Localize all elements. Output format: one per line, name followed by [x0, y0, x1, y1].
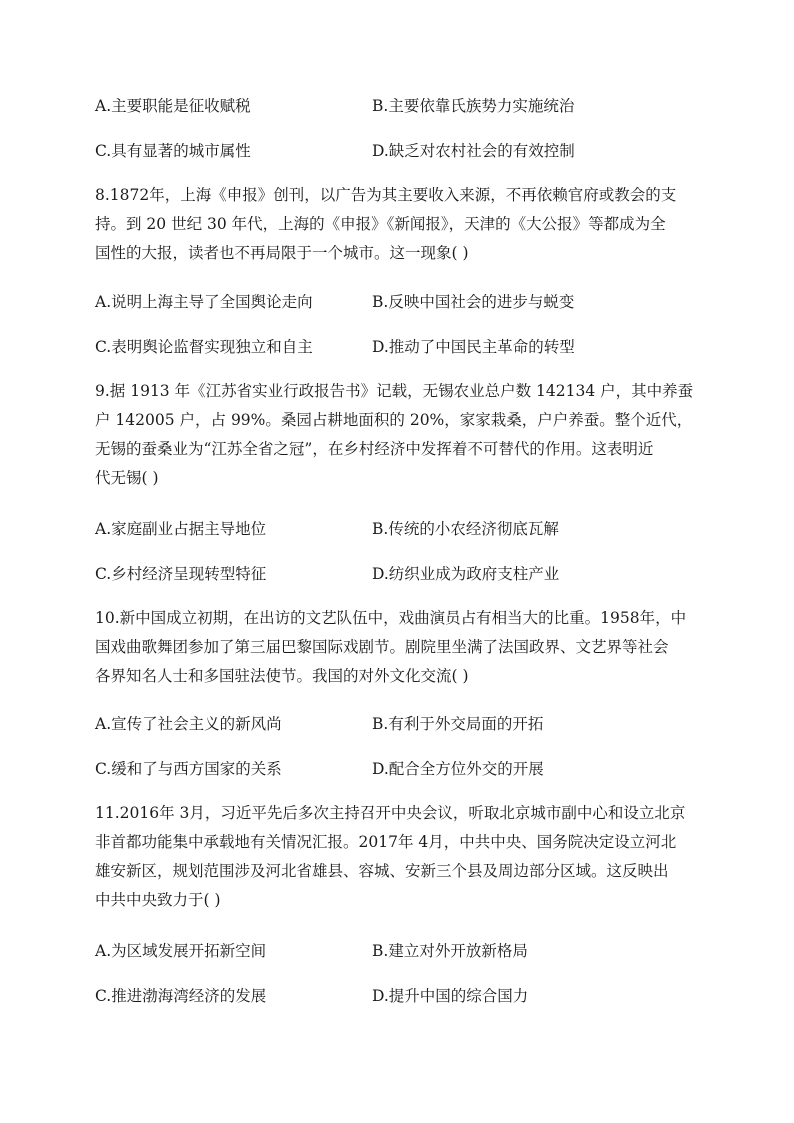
- q10-option-b[interactable]: B.有利于外交局面的开拓: [372, 715, 544, 733]
- q11-options-row-2: [95, 984, 715, 1008]
- q8-stem-line: 8.1872年，上海《申报》创刊，以广告为其主要收入来源，不再依赖官府或教会的支: [95, 186, 677, 204]
- q7-option-b[interactable]: B.主要依靠氏族势力实施统治: [372, 97, 575, 115]
- q11-stem-line: 非首都功能集中承载地有关情况汇报。2017年 4月，中共中央、国务院决定设立河北: [95, 833, 677, 851]
- q9-stem-line: 代无锡( ): [95, 469, 159, 487]
- q9-option-c[interactable]: C.乡村经济呈现转型特征: [95, 565, 267, 583]
- q9-option-d[interactable]: D.纺织业成为政府支柱产业: [372, 565, 560, 583]
- q7-options-row-2: [95, 139, 715, 163]
- q8-stem: [95, 181, 707, 268]
- q9-option-a[interactable]: A.家庭副业占据主导地位: [95, 520, 267, 538]
- q9-option-b[interactable]: B.传统的小农经济彻底瓦解: [372, 520, 559, 538]
- q10-stem-line: 10.新中国成立初期，在出访的文艺队伍中，戏曲演员占有相当大的比重。1958年，中: [95, 609, 687, 627]
- q10-option-a[interactable]: A.宣传了社会主义的新风尚: [95, 715, 282, 733]
- q11-stem-line: 11.2016年 3月，习近平先后多次主持召开中央会议，听取北京城市副中心和设立北京: [95, 804, 686, 822]
- q8-option-b[interactable]: B.反映中国社会的进步与蜕变: [372, 293, 575, 311]
- q11-option-c[interactable]: C.推进渤海湾经济的发展: [95, 987, 267, 1005]
- q8-options-row-1: [95, 290, 715, 314]
- q9-stem: [95, 377, 707, 493]
- q8-stem-line: 持。到 20 世纪 30 年代，上海的《申报》《新闻报》，天津的《大公报》等都成为全: [95, 215, 666, 233]
- q8-option-d[interactable]: D.推动了中国民主革命的转型: [372, 338, 575, 356]
- q7-option-a[interactable]: A.主要职能是征收赋税: [95, 97, 251, 115]
- q11-option-a[interactable]: A.为区域发展开拓新空间: [95, 942, 267, 960]
- q10-options-row-1: [95, 712, 715, 736]
- q8-options-row-2: [95, 335, 715, 359]
- q10-stem-line: 各界知名人士和多国驻法使节。我国的对外文化交流( ): [95, 667, 469, 685]
- q9-options-row-2: [95, 562, 715, 586]
- q8-option-a[interactable]: A.说明上海主导了全国舆论走向: [95, 293, 313, 311]
- q7-option-c[interactable]: C.具有显著的城市属性: [95, 142, 251, 160]
- q11-option-b[interactable]: B.建立对外开放新格局: [372, 942, 528, 960]
- q9-stem-line: 9.据 1913 年《江苏省实业行政报告书》记载，无锡农业总户数 142134 户，其中养蚕: [95, 382, 694, 400]
- q9-options-row-1: [95, 517, 715, 541]
- q8-stem-line: 国性的大报，读者也不再局限于一个城市。这一现象( ): [95, 244, 469, 262]
- q7-option-d[interactable]: D.缺乏对农村社会的有效控制: [372, 142, 575, 160]
- q11-option-d[interactable]: D.提升中国的综合国力: [372, 987, 529, 1005]
- q10-options-row-2: [95, 757, 715, 781]
- q10-stem-line: 国戏曲歌舞团参加了第三届巴黎国际戏剧节。剧院里坐满了法国政界、文艺界等社会: [95, 638, 669, 656]
- q11-stem-line: 雄安新区，规划范围涉及河北省雄县、容城、安新三个县及周边部分区域。这反映出: [95, 862, 669, 880]
- q9-stem-line: 户 142005 户，占 99%。桑园占耕地面积的 20%，家家栽桑，户户养蚕。整个近代，: [95, 411, 693, 429]
- q7-options-row-1: [95, 94, 715, 118]
- q11-options-row-1: [95, 939, 715, 963]
- q11-stem: [95, 799, 707, 915]
- q9-stem-line: 无锡的蚕桑业为“江苏全省之冠”，在乡村经济中发挥着不可替代的作用。这表明近: [95, 440, 654, 458]
- q10-option-c[interactable]: C.缓和了与西方国家的关系: [95, 760, 282, 778]
- q10-stem: [95, 604, 707, 691]
- q8-option-c[interactable]: C.表明舆论监督实现独立和自主: [95, 338, 313, 356]
- q11-stem-line: 中共中央致力于( ): [95, 891, 221, 909]
- q10-option-d[interactable]: D.配合全方位外交的开展: [372, 760, 544, 778]
